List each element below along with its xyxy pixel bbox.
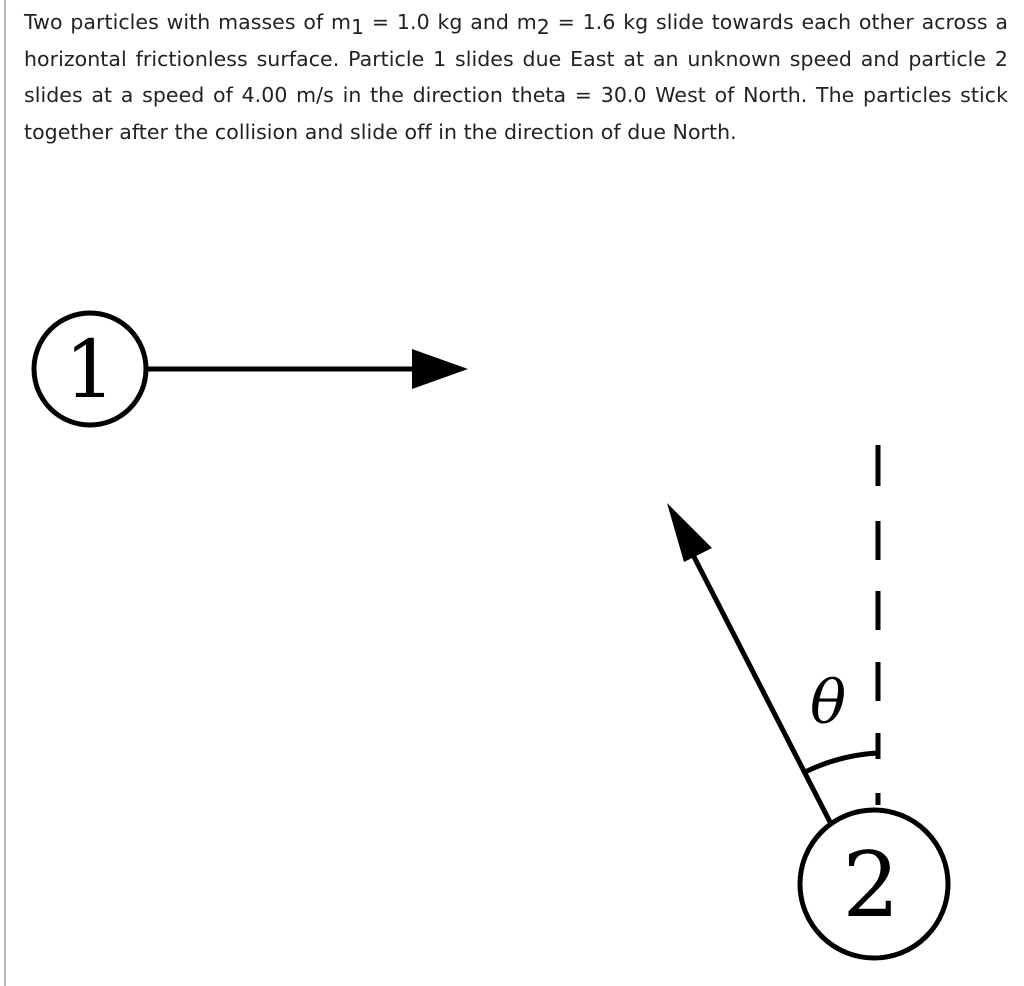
particle-2-velocity-arrow — [667, 503, 830, 822]
problem-text-part-1: Two particles with masses of m — [24, 10, 352, 34]
particle-1-label: 1 — [64, 323, 116, 416]
angle-theta-label: θ — [809, 668, 847, 738]
problem-text-part-3: = 1.6 kg slide towards each other across a horizontal frictionless surface. Particle 1 slides due East at an unknown speed and particle 2 slides at a speed of 4.00 m/s in the direction theta = 30.0 West of North. The particles stick together after the collision and slide off in the direction of due North. — [24, 10, 1008, 144]
particle-2-arrow-head — [667, 503, 712, 562]
particle-2 — [800, 810, 948, 958]
particle-1-velocity-arrow — [146, 349, 468, 389]
particle-2-label: 2 — [842, 833, 900, 938]
particle-1-arrow-head — [412, 349, 468, 389]
mass-1-subscript: 1 — [351, 15, 365, 39]
angle-arc — [805, 753, 878, 772]
particle-1 — [34, 313, 146, 425]
problem-text-part-2: = 1.0 kg and m — [364, 10, 537, 34]
mass-2-subscript: 2 — [536, 15, 550, 39]
